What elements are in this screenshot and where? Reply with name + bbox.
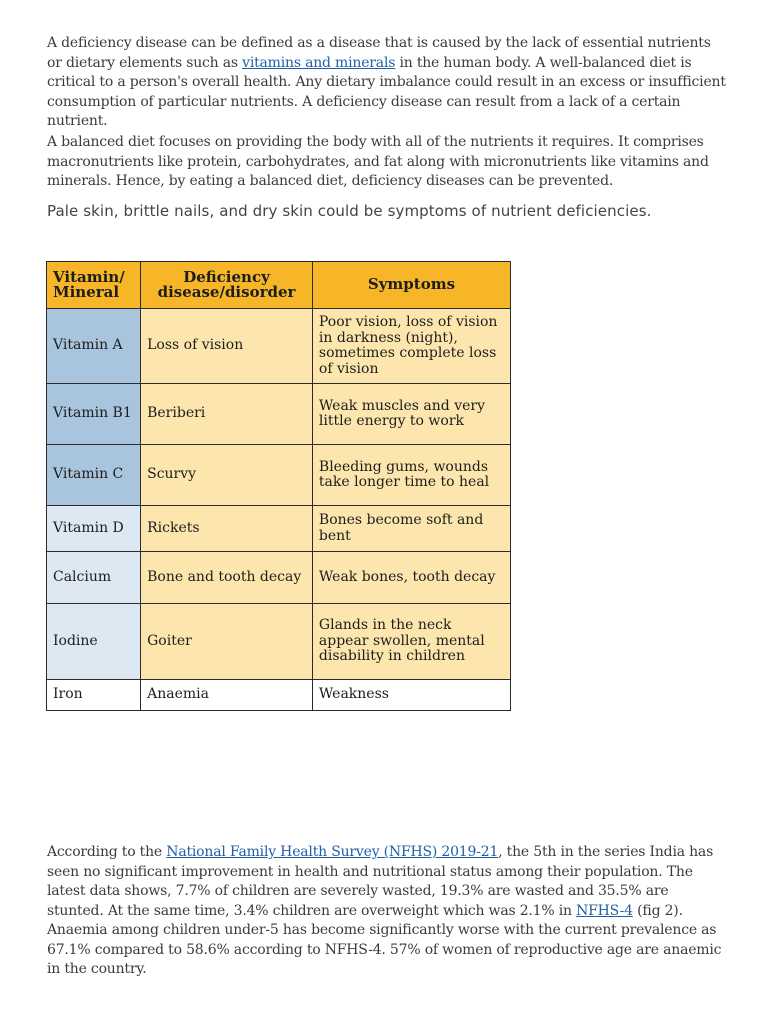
deficiency-table (46, 261, 511, 711)
header-vitamin-mineral: Vitamin/ Mineral (47, 262, 141, 309)
table-row (47, 384, 511, 445)
nfhs-text-end: (fig 2). Anaemia among children under-5 has become significantly worse with the current prevalence as 67.1% compared to 58.6% according to NFHS-4. 57% of women of reproductive age are anaemic in the country. (47, 902, 722, 977)
nfhs-text-start: According to the (47, 844, 167, 860)
intro-paragraph (47, 34, 727, 132)
nfhs-2019-21-link[interactable]: National Family Health Survey (NFHS) 2019-21 (166, 844, 499, 860)
nutrient-cell: Vitamin A (47, 309, 141, 384)
nfhs-text-middle: , the 5th in the series India has seen no significant improvement in health and nutritional status among their population. The latest data shows, 7.7% of children are severely wasted, 19.3% are wasted and 35.5% are stunted. At the same time, 3.4% children are overweight which was 2.1% in (47, 844, 714, 919)
symptoms-cell: Weak bones, tooth decay (312, 552, 510, 604)
intro-text-start: A deficiency disease can be defined as a disease that is caused by the lack of essential nutrients or dietary elements such as (47, 35, 711, 71)
table-row (47, 552, 511, 604)
table-row (47, 445, 511, 506)
disease-cell: Goiter (141, 604, 313, 680)
table-header-row (47, 262, 511, 309)
symptoms-cell: Bones become soft and bent (312, 506, 510, 552)
symptoms-note: Pale skin, brittle nails, and dry skin could be symptoms of nutrient deficiencies. (47, 202, 652, 220)
symptoms-cell: Poor vision, loss of vision in darkness (night), sometimes complete loss of vision (312, 309, 510, 384)
table-row (47, 309, 511, 384)
nutrient-cell: Vitamin B1 (47, 384, 141, 445)
table-row (47, 604, 511, 680)
vitamins-minerals-link[interactable]: vitamins and minerals (242, 54, 396, 71)
disease-cell: Anaemia (141, 680, 313, 711)
symptoms-cell: Weakness (312, 680, 510, 711)
table-row (47, 680, 511, 711)
disease-cell: Loss of vision (141, 309, 313, 384)
nutrient-cell: Vitamin D (47, 506, 141, 552)
nfhs-paragraph (47, 843, 727, 980)
nutrient-cell: Calcium (47, 552, 141, 604)
balanced-diet-paragraph: A balanced diet focuses on providing the body with all of the nutrients it requires. It comprises macronutrients like protein, carbohydrates, and fat along with micronutrients like vitamins and minerals. Hence, by eating a balanced diet, deficiency diseases can be prevented. (47, 134, 709, 189)
intro-text-end: in the human body. A well-balanced diet is critical to a person's overall health. Any dietary imbalance could result in an excess or insufficient consumption of particular nutrients. A deficiency disease can result from a lack of a certain nutrient. (47, 54, 726, 129)
header-deficiency-disease: Deficiency disease/disorder (141, 262, 313, 309)
disease-cell: Rickets (141, 506, 313, 552)
symptoms-cell: Glands in the neck appear swollen, mental disability in children (312, 604, 510, 680)
disease-cell: Bone and tooth decay (141, 552, 313, 604)
header-symptoms: Symptoms (312, 262, 510, 309)
disease-cell: Scurvy (141, 445, 313, 506)
symptoms-cell: Bleeding gums, wounds take longer time to heal (312, 445, 510, 506)
nutrient-cell: Iodine (47, 604, 141, 680)
disease-cell: Beriberi (141, 384, 313, 445)
symptoms-cell: Weak muscles and very little energy to work (312, 384, 510, 445)
nutrient-cell: Vitamin C (47, 445, 141, 506)
nfhs-4-link[interactable]: NFHS-4 (576, 902, 633, 919)
nutrient-cell: Iron (47, 680, 141, 711)
table-row (47, 506, 511, 552)
